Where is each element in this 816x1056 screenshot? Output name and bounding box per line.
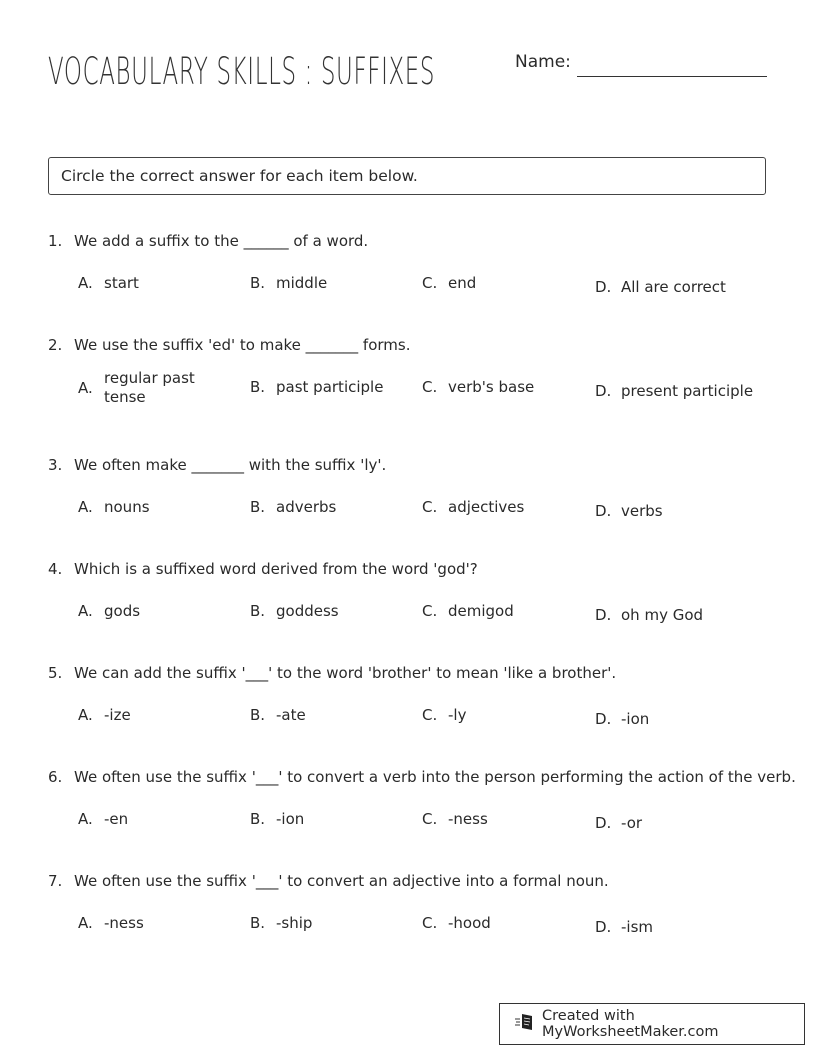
option-text: -or xyxy=(621,814,643,832)
option-text: -ship xyxy=(276,914,313,932)
option-text: oh my God xyxy=(621,606,704,624)
answer-option[interactable] xyxy=(250,810,304,828)
option-letter: D. xyxy=(595,278,612,296)
question-3 xyxy=(48,456,386,474)
question-text: We can add the suffix '___' to the word 'brother' to mean 'like a brother'. xyxy=(74,664,617,682)
question-text: Which is a suffixed word derived from the word 'god'? xyxy=(74,560,478,578)
footer-text: Created with MyWorksheetMaker.com xyxy=(542,1008,719,1040)
answer-option[interactable] xyxy=(422,914,491,932)
answer-option[interactable] xyxy=(595,606,703,624)
option-letter: A. xyxy=(78,498,93,516)
instructions-box: Circle the correct answer for each item below. xyxy=(48,157,766,195)
option-text: -ness xyxy=(104,914,144,932)
answer-option[interactable] xyxy=(422,810,488,828)
option-letter: A. xyxy=(78,914,93,932)
question-text: We often use the suffix '___' to convert a verb into the person performing the action of the verb. xyxy=(74,768,796,786)
option-letter: B. xyxy=(250,274,266,292)
footer-badge[interactable] xyxy=(499,1003,805,1045)
question-2 xyxy=(48,336,411,354)
option-text: past participle xyxy=(276,378,384,396)
answer-option[interactable] xyxy=(250,498,336,516)
option-letter: A. xyxy=(78,379,93,397)
answer-option[interactable] xyxy=(422,602,514,620)
answer-option[interactable] xyxy=(78,602,140,620)
answer-option[interactable] xyxy=(78,706,131,724)
answer-option[interactable] xyxy=(422,498,524,516)
answer-option[interactable] xyxy=(250,274,327,292)
name-label: Name: xyxy=(515,52,571,72)
page-title: VOCABULARY SKILLS : SUFFIXES xyxy=(48,50,436,93)
option-letter: C. xyxy=(422,378,438,396)
option-text: -ize xyxy=(104,706,131,724)
option-letter: C. xyxy=(422,706,438,724)
answer-option[interactable] xyxy=(595,814,642,832)
option-text: All are correct xyxy=(621,278,726,296)
answer-option[interactable] xyxy=(595,710,649,728)
option-letter: B. xyxy=(250,706,266,724)
option-letter: A. xyxy=(78,810,93,828)
answer-option[interactable] xyxy=(595,278,726,296)
answer-option[interactable] xyxy=(78,369,208,407)
question-text: We often use the suffix '___' to convert an adjective into a formal noun. xyxy=(74,872,609,890)
question-text: We add a suffix to the ______ of a word. xyxy=(74,232,369,250)
option-letter: B. xyxy=(250,602,266,620)
option-letter: B. xyxy=(250,810,266,828)
answer-option[interactable] xyxy=(595,502,663,520)
option-letter: B. xyxy=(250,498,266,516)
answer-option[interactable] xyxy=(422,274,476,292)
option-text: middle xyxy=(276,274,328,292)
option-text: -ness xyxy=(448,810,488,828)
question-7 xyxy=(48,872,609,890)
option-text: verbs xyxy=(621,502,663,520)
option-letter: A. xyxy=(78,602,93,620)
option-text: -ion xyxy=(621,710,650,728)
answer-option[interactable] xyxy=(595,918,653,936)
option-letter: C. xyxy=(422,498,438,516)
option-text: adverbs xyxy=(276,498,337,516)
option-letter: C. xyxy=(422,602,438,620)
option-letter: C. xyxy=(422,274,438,292)
question-text: We use the suffix 'ed' to make _______ forms. xyxy=(74,336,411,354)
option-text: gods xyxy=(104,602,141,620)
answer-option[interactable] xyxy=(595,382,753,400)
answer-option[interactable] xyxy=(250,914,312,932)
question-number: 6. xyxy=(48,768,63,786)
question-number: 3. xyxy=(48,456,63,474)
question-number: 1. xyxy=(48,232,63,250)
question-text: We often make _______ with the suffix 'ly'. xyxy=(74,456,387,474)
answer-option[interactable] xyxy=(78,498,150,516)
question-number: 5. xyxy=(48,664,63,682)
question-4 xyxy=(48,560,478,578)
option-letter: D. xyxy=(595,918,612,936)
option-text: adjectives xyxy=(448,498,525,516)
answer-option[interactable] xyxy=(78,810,128,828)
name-field-line[interactable] xyxy=(577,76,767,77)
option-text: -ly xyxy=(448,706,467,724)
answer-option[interactable] xyxy=(422,706,466,724)
question-number: 7. xyxy=(48,872,63,890)
option-text: -hood xyxy=(448,914,491,932)
option-text: -ion xyxy=(276,810,305,828)
answer-option[interactable] xyxy=(78,914,144,932)
option-letter: C. xyxy=(422,914,438,932)
option-text: verb's base xyxy=(448,378,535,396)
option-letter: B. xyxy=(250,914,266,932)
answer-option[interactable] xyxy=(250,378,383,396)
option-letter: D. xyxy=(595,814,612,832)
option-text: -ate xyxy=(276,706,306,724)
option-letter: D. xyxy=(595,382,612,400)
option-text: start xyxy=(104,274,139,292)
answer-option[interactable] xyxy=(78,274,139,292)
question-6 xyxy=(48,768,796,786)
question-5 xyxy=(48,664,616,682)
option-text: demigod xyxy=(448,602,514,620)
answer-option[interactable] xyxy=(250,602,339,620)
option-text: -ism xyxy=(621,918,654,936)
option-letter: D. xyxy=(595,502,612,520)
answer-option[interactable] xyxy=(250,706,306,724)
option-text: goddess xyxy=(276,602,339,620)
option-text: regular past tense xyxy=(104,369,195,406)
option-letter: D. xyxy=(595,710,612,728)
answer-option[interactable] xyxy=(422,378,534,396)
option-text: present participle xyxy=(621,382,754,400)
question-number: 4. xyxy=(48,560,63,578)
option-letter: A. xyxy=(78,706,93,724)
option-text: -en xyxy=(104,810,129,828)
question-number: 2. xyxy=(48,336,63,354)
worksheet-logo-icon xyxy=(514,1012,536,1036)
option-letter: B. xyxy=(250,378,266,396)
option-letter: A. xyxy=(78,274,93,292)
question-1 xyxy=(48,232,368,250)
option-text: end xyxy=(448,274,477,292)
option-letter: C. xyxy=(422,810,438,828)
option-letter: D. xyxy=(595,606,612,624)
option-text: nouns xyxy=(104,498,150,516)
